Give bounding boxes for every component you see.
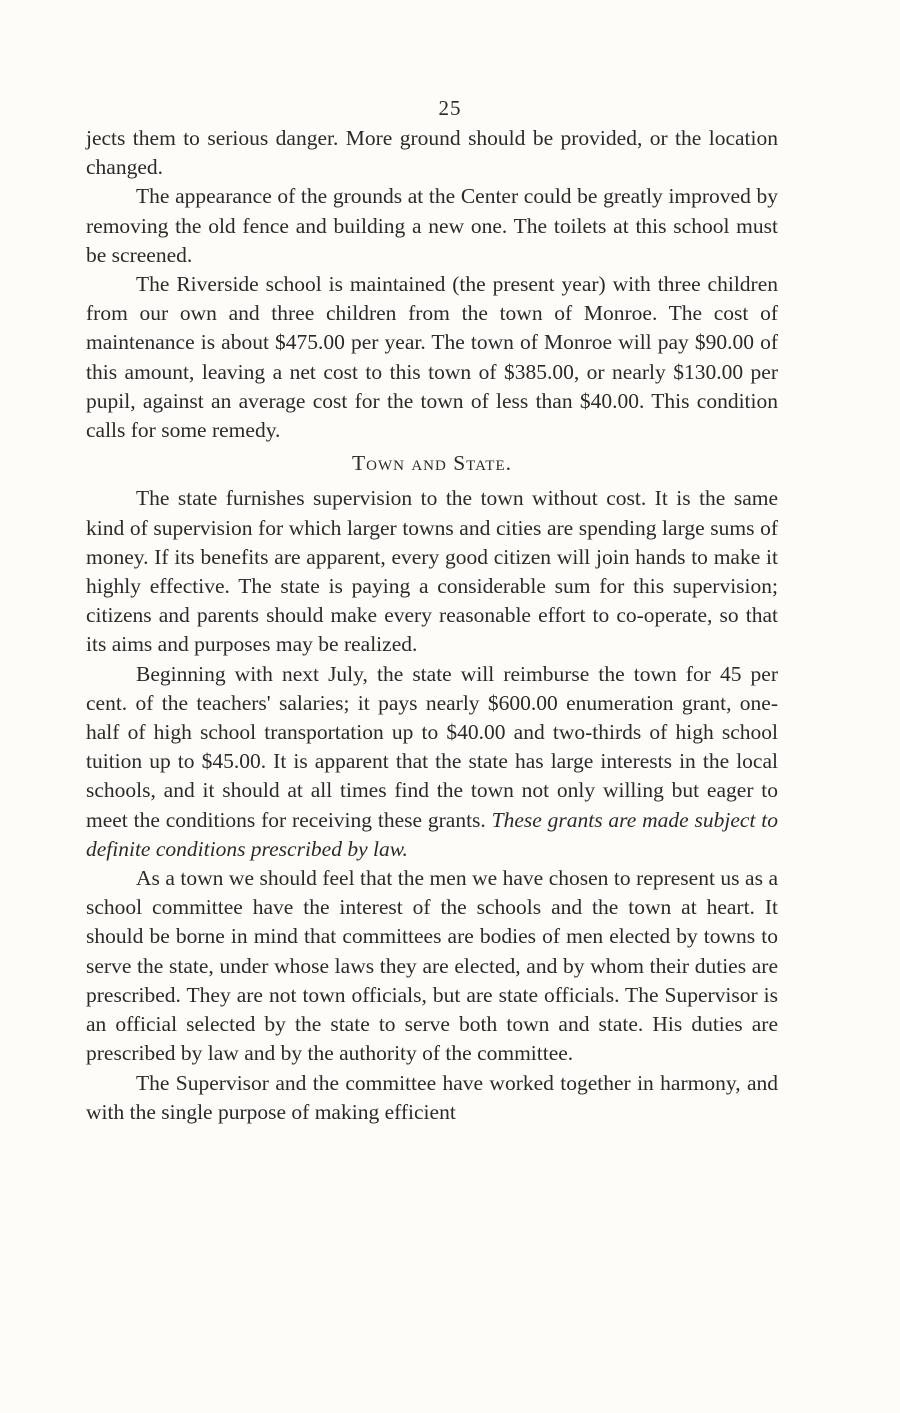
grants-text: Beginning with next July, the state will reimburse the town for 45 per cent. of the teachers' salaries; it pays nearly $600.00 enumeration grant, one-half of high school transportation up to $40.00 and two-thirds of high school tuition up to $45.00. It is apparent that the state has large interests in the local schools, and it should at all times find the town not only willing but eager to meet the conditions for receiving these grants. xyxy=(86,661,778,832)
paragraph-riverside: The Riverside school is maintained (the present year) with three children from our own and three children from the town of Monroe. The cost of maintenance is about $475.00 per year. The town of Monroe will pay $90.00 of this amount, leaving a net cost to this town of $385.00, or nearly $130.00 per pupil, against an average cost for the town of less than $40.00. This condition calls for some remedy. xyxy=(86,272,778,443)
body-text xyxy=(86,124,778,1127)
paragraph-grounds: The appearance of the grounds at the Center could be greatly improved by removing the old fence and building a new one. The toilets at this school must be screened. xyxy=(86,184,778,267)
paragraph-state-supervision: The state furnishes supervision to the town without cost. It is the same kind of supervision for which larger towns and cities are spending large sums of money. If its benefits are apparent, every good citizen will join hands to make it highly effective. The state is paying a considerable sum for this supervision; citizens and parents should make every reasonable effort to co-operate, so that its aims and purposes may be realized. xyxy=(86,486,778,657)
paragraph-state-grants xyxy=(86,660,778,864)
paragraph-committee: As a town we should feel that the men we have chosen to represent us as a school committee have the interest of the schools and the town at heart. It should be borne in mind that committees are bodies of men elected by towns to serve the state, under whose laws they are elected, and by whom their duties are prescribed. They are not town officials, but are state officials. The Supervisor is an official selected by the state to serve both town and state. His duties are prescribed by law and by the authority of the committee. xyxy=(86,866,778,1066)
paragraph-continuation: jects them to serious danger. More ground should be provided, or the location changed. xyxy=(86,126,778,180)
paragraph-supervisor: The Supervisor and the committee have worked together in harmony, and with the single purpose of making efficient xyxy=(86,1070,778,1124)
section-heading: Town and State. xyxy=(352,451,512,476)
grants-italic-text: These grants are made subject to definite conditions prescribed by law. xyxy=(86,807,778,861)
page-number: 25 xyxy=(438,96,462,120)
